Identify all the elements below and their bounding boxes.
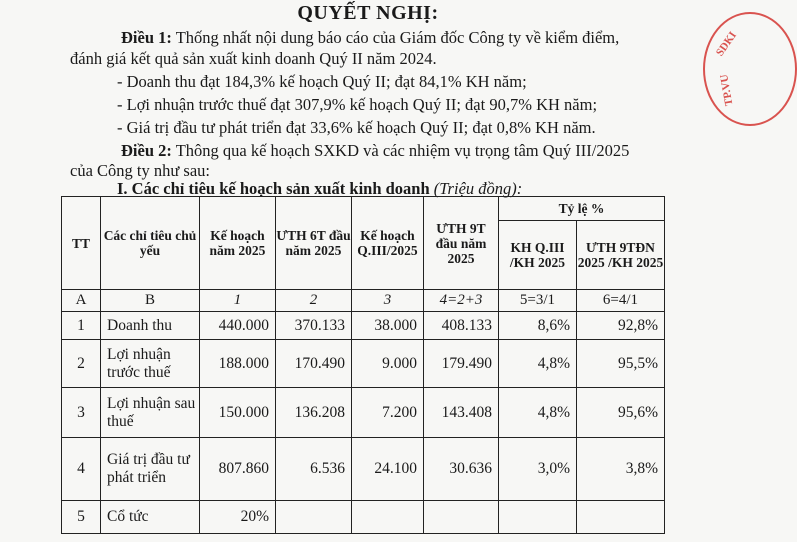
index-cell: 1 (200, 290, 276, 312)
row-ratio5 (499, 501, 577, 534)
header-ratio-9t: ƯTH 9TĐN 2025 /KH 2025 (577, 221, 665, 290)
row-uth6t: 170.490 (276, 340, 352, 388)
plan-table (61, 196, 665, 534)
row-name: Cổ tức (101, 501, 200, 534)
index-cell: 3 (352, 290, 424, 312)
row-tt: 5 (62, 501, 101, 534)
header-planq3: Kế hoạch Q.III/2025 (352, 197, 424, 290)
row-plan: 20% (200, 501, 276, 534)
dieu2-line2: của Công ty như sau: (70, 161, 211, 180)
index-cell: A (62, 290, 101, 312)
index-row (62, 290, 665, 312)
row-uth9t: 30.636 (424, 438, 499, 501)
dieu1-line1 (121, 28, 619, 48)
row-plan: 188.000 (200, 340, 276, 388)
section-heading-text: I. Các chỉ tiêu kế hoạch sản xuất kinh doanh (117, 179, 434, 198)
index-cell: 6=4/1 (577, 290, 665, 312)
bullet-revenue: - Doanh thu đạt 184,3% kế hoạch Quý II; đạt 84,1% KH năm; (117, 72, 527, 91)
dieu1-label: Điều 1: (121, 28, 172, 47)
header-ratio-q3: KH Q.III /KH 2025 (499, 221, 577, 290)
header-indicator: Các chỉ tiêu chủ yếu (101, 197, 200, 290)
row-uth6t: 136.208 (276, 388, 352, 438)
row-name: Lợi nhuận sau thuế (101, 388, 200, 438)
table-row (62, 340, 665, 388)
row-uth9t: 179.490 (424, 340, 499, 388)
table-row (62, 388, 665, 438)
section-unit: (Triệu đồng): (433, 179, 523, 198)
row-uth9t: 143.408 (424, 388, 499, 438)
row-uth6t: 370.133 (276, 312, 352, 340)
row-ratio6: 92,8% (577, 312, 665, 340)
index-cell: 5=3/1 (499, 290, 577, 312)
row-tt: 1 (62, 312, 101, 340)
row-q3: 7.200 (352, 388, 424, 438)
index-cell: 4=2+3 (424, 290, 499, 312)
row-uth9t: 408.133 (424, 312, 499, 340)
row-ratio5: 3,0% (499, 438, 577, 501)
bullet-investment: - Giá trị đầu tư phát triển đạt 33,6% kế hoạch Quý II; đạt 0,8% KH năm. (117, 118, 596, 137)
row-ratio6: 95,5% (577, 340, 665, 388)
row-ratio6: 3,8% (577, 438, 665, 501)
header-uth9t: ƯTH 9T đầu năm 2025 (424, 197, 499, 290)
row-ratio6 (577, 501, 665, 534)
row-uth6t (276, 501, 352, 534)
row-ratio6: 95,6% (577, 388, 665, 438)
row-name: Giá trị đầu tư phát triển (101, 438, 200, 501)
bullet-pretax-profit: - Lợi nhuận trước thuế đạt 307,9% kế hoạch Quý II; đạt 90,7% KH năm; (117, 95, 598, 114)
row-q3: 38.000 (352, 312, 424, 340)
table-row (62, 501, 665, 534)
row-q3: 9.000 (352, 340, 424, 388)
row-tt: 2 (62, 340, 101, 388)
header-plan2025: Kế hoạch năm 2025 (200, 197, 276, 290)
seal-text-top: SDKI (713, 29, 740, 59)
row-uth6t: 6.536 (276, 438, 352, 501)
index-cell: 2 (276, 290, 352, 312)
row-name: Lợi nhuận trước thuế (101, 340, 200, 388)
header-ratio: Tỷ lệ % (499, 197, 665, 221)
header-tt: TT (62, 197, 101, 290)
index-cell: B (101, 290, 200, 312)
row-q3 (352, 501, 424, 534)
row-ratio5: 8,6% (499, 312, 577, 340)
row-q3: 24.100 (352, 438, 424, 501)
dieu2-label: Điều 2: (121, 141, 172, 160)
row-uth9t (424, 501, 499, 534)
row-ratio5: 4,8% (499, 340, 577, 388)
dieu1-text: Thống nhất nội dung báo cáo của Giám đốc Công ty về kiểm điểm, (171, 28, 620, 47)
header-uth6t: ƯTH 6T đầu năm 2025 (276, 197, 352, 290)
dieu1-line2: đánh giá kết quả sản xuất kinh doanh Quý II năm 2024. (70, 49, 437, 68)
table-row (62, 312, 665, 340)
dieu2-text: Thông qua kế hoạch SXKD và các nhiệm vụ trọng tâm Quý III/2025 (171, 141, 630, 160)
row-tt: 4 (62, 438, 101, 501)
row-plan: 807.860 (200, 438, 276, 501)
row-tt: 3 (62, 388, 101, 438)
seal-text-side: TP.VU (718, 73, 736, 107)
row-plan: 150.000 (200, 388, 276, 438)
row-ratio5: 4,8% (499, 388, 577, 438)
table-row (62, 438, 665, 501)
dieu2-line1 (121, 141, 629, 161)
company-seal (703, 12, 797, 126)
resolution-title: QUYẾT NGHỊ: (297, 2, 439, 24)
row-name: Doanh thu (101, 312, 200, 340)
row-plan: 440.000 (200, 312, 276, 340)
